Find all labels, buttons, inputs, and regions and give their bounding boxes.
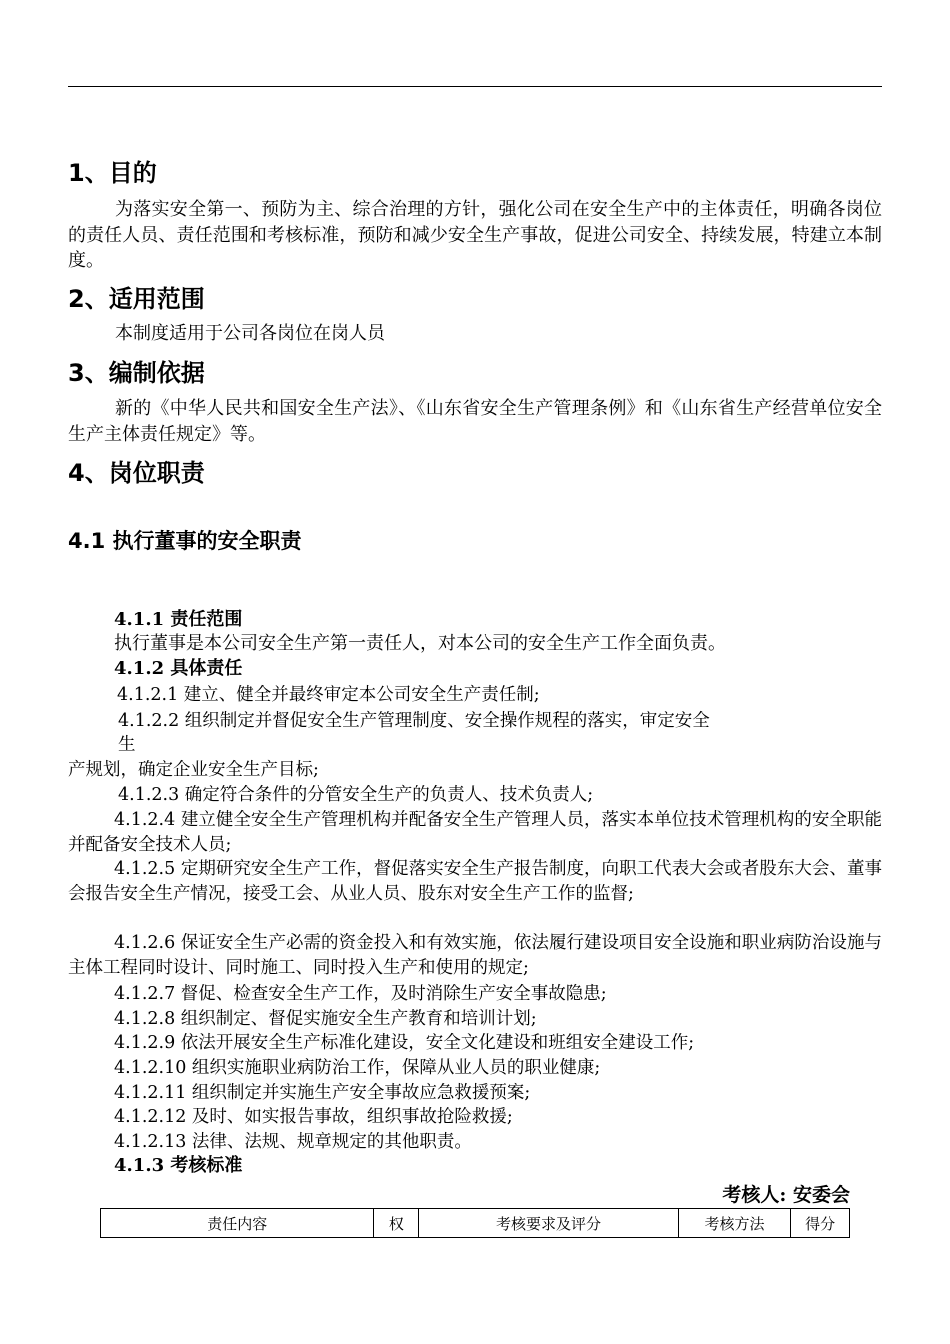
duty-item-5: 4.1.2.5 定期研究安全生产工作，督促落实安全生产报告制度，向职工代表大会或者股东大会、董事会报告安全生产情况，接受工会、从业人员、股东对安全生产工作的监督; (68, 859, 882, 904)
duty-item-2-line-3: 产规划，确定企业安全生产目标; (68, 760, 319, 780)
table-header-cell: 考核要求及评分 (419, 1209, 679, 1238)
scope-text: 执行董事是本公司安全生产第一责任人，对本公司的安全生产工作全面负责。 (114, 633, 726, 654)
table-header-cell: 权 (374, 1209, 419, 1238)
section-2-title: 2、适用范围 (68, 285, 205, 313)
duty-item-9: 4.1.2.9 依法开展安全生产标准化建设，安全文化建设和班组安全建设工作; (114, 1033, 695, 1053)
section-3-title: 3、编制依据 (68, 359, 205, 387)
duty-item-3: 4.1.2.3 确定符合条件的分管安全生产的负责人、技术负责人; (118, 785, 594, 805)
section-3-body: 新的《中华人民共和国安全生产法》、《山东省安全生产管理条例》和《山东省生产经营单位安全生产主体责任规定》等。 (68, 398, 882, 445)
duty-item-12: 4.1.2.12 及时、如实报告事故，组织事故抢险救援; (114, 1107, 513, 1127)
section-2-body: 本制度适用于公司各岗位在岗人员 (115, 323, 385, 344)
section-1-body: 为落实安全第一、预防为主、综合治理的方针，强化公司在安全生产中的主体责任，明确各岗位的责任人员、责任范围和考核标准，预防和减少安全生产事故，促进公司安全、持续发展，特建立本制度。 (68, 199, 882, 271)
section-4-1-title: 4.1 执行董事的安全职责 (68, 529, 302, 553)
assessment-heading: 4.1.3 考核标准 (114, 1155, 243, 1176)
section-4-title: 4、岗位职责 (68, 459, 205, 487)
scope-heading: 4.1.1 责任范围 (114, 609, 243, 630)
duty-item-10: 4.1.2.10 组织实施职业病防治工作，保障从业人员的职业健康; (114, 1058, 601, 1078)
duty-item-13: 4.1.2.13 法律、法规、规章规定的其他职责。 (114, 1132, 472, 1152)
duty-item-6: 4.1.2.6 保证安全生产必需的资金投入和有效实施，依法履行建设项目安全设施和职业病防治设施与主体工程同时设计、同时施工、同时投入生产和使用的规定; (68, 933, 882, 978)
duty-item-2-line-2: 生 (118, 735, 136, 755)
duty-item-8: 4.1.2.8 组织制定、督促实施安全生产教育和培训计划; (114, 1009, 537, 1029)
table-header-cell: 考核方法 (678, 1209, 790, 1238)
table-header-cell: 得分 (791, 1209, 850, 1238)
duty-item-7: 4.1.2.7 督促、检查安全生产工作，及时消除生产安全事故隐患; (114, 984, 607, 1004)
table-header-row (101, 1209, 850, 1238)
assessor-label: 考核人: 安委会 (722, 1184, 850, 1206)
duty-item-4: 4.1.2.4 建立健全安全生产管理机构并配备安全生产管理人员，落实本单位技术管理机构的安全职能并配备安全技术人员; (68, 810, 882, 855)
duty-item-1: 4.1.2.1 建立、健全并最终审定本公司安全生产责任制; (117, 685, 540, 705)
duty-item-11: 4.1.2.11 组织制定并实施生产安全事故应急救援预案; (114, 1083, 531, 1103)
assessment-table (100, 1208, 850, 1238)
duties-heading: 4.1.2 具体责任 (114, 658, 243, 679)
section-1-title: 1、目的 (68, 159, 157, 187)
table-header-cell: 责任内容 (101, 1209, 374, 1238)
header-rule (68, 86, 882, 87)
duty-item-2-line-1: 4.1.2.2 组织制定并督促安全生产管理制度、安全操作规程的落实，审定安全 (118, 711, 710, 731)
